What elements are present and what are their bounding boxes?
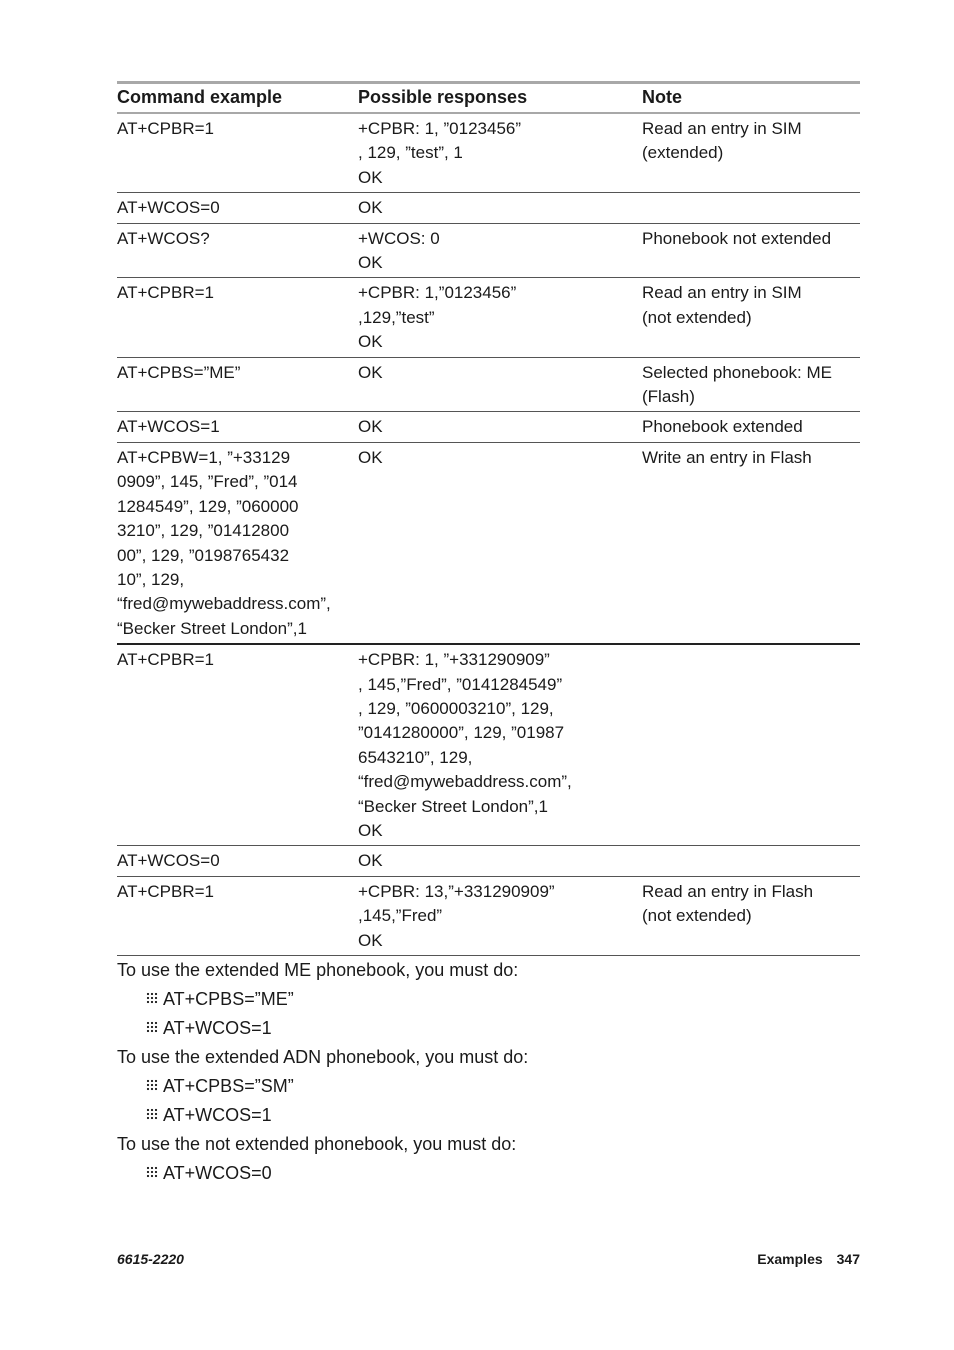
instruction-text: To use the extended ADN phonebook, you must do: (117, 1047, 529, 1067)
command-cell: AT+CPBR=1 (117, 113, 358, 193)
table-row (117, 876, 860, 955)
table-row (117, 223, 860, 278)
page-number: 347 (836, 1251, 860, 1267)
footer-section: Examples (757, 1251, 823, 1267)
note-cell: Phonebook extended (642, 412, 860, 442)
note-cell: Write an entry in Flash (642, 442, 860, 644)
command-cell: AT+WCOS=1 (117, 412, 358, 442)
response-cell: OK (358, 846, 642, 876)
dot-grid-bullet-icon (146, 1079, 158, 1091)
instructions (117, 956, 860, 1188)
response-cell: +CPBR: 1, ”0123456” , 129, ”test”, 1 OK (358, 113, 642, 193)
command-cell: AT+WCOS=0 (117, 193, 358, 223)
table-row (117, 113, 860, 193)
bullet-item (117, 1101, 860, 1130)
command-table (117, 81, 860, 956)
note-cell (642, 644, 860, 846)
command-cell: AT+CPBR=1 (117, 876, 358, 955)
table-row (117, 442, 860, 644)
dot-grid-bullet-icon (146, 1166, 158, 1178)
response-cell: +CPBR: 13,”+331290909” ,145,”Fred” OK (358, 876, 642, 955)
bullet-item (117, 1014, 860, 1043)
note-cell: Phonebook not extended (642, 223, 860, 278)
bullet-text: AT+WCOS=1 (163, 1105, 272, 1125)
header-command: Command example (117, 83, 358, 114)
footer-doc-number: 6615-2220 (117, 1251, 184, 1267)
response-cell: OK (358, 412, 642, 442)
command-cell: AT+WCOS? (117, 223, 358, 278)
dot-grid-bullet-icon (146, 992, 158, 1004)
header-responses: Possible responses (358, 83, 642, 114)
bullet-text: AT+CPBS=”SM” (163, 1076, 294, 1096)
table-row (117, 193, 860, 223)
bullet-item (117, 1072, 860, 1101)
response-cell: OK (358, 357, 642, 412)
table-row (117, 644, 860, 846)
bullet-text: AT+WCOS=0 (163, 1163, 272, 1183)
command-cell: AT+WCOS=0 (117, 846, 358, 876)
table-row (117, 846, 860, 876)
dot-grid-bullet-icon (146, 1021, 158, 1033)
response-cell: +CPBR: 1, ”+331290909” , 145,”Fred”, ”0141284549” , 129, ”0600003210”, 129, ”0141280000”, 129, ”01987 6543210”, 129, “fred@mywebaddress.com”, “Becker Street London”,1 OK (358, 644, 642, 846)
response-cell: +CPBR: 1,”0123456” ,129,”test” OK (358, 278, 642, 357)
instruction-text: To use the extended ME phonebook, you must do: (117, 960, 519, 980)
note-cell: Read an entry in SIM (not extended) (642, 278, 860, 357)
table-header-row (117, 83, 860, 114)
table-row (117, 412, 860, 442)
note-cell: Read an entry in Flash (not extended) (642, 876, 860, 955)
command-cell: AT+CPBR=1 (117, 644, 358, 846)
bullet-text: AT+CPBS=”ME” (163, 989, 294, 1009)
bullet-item (117, 985, 860, 1014)
command-cell: AT+CPBW=1, ”+33129 0909”, 145, ”Fred”, ”014 1284549”, 129, ”060000 3210”, 129, ”01412800 00”, 129, ”0198765432 10”, 129, “fred@mywebaddress.com”, “Becker Street London”,1 (117, 442, 358, 644)
response-cell: OK (358, 442, 642, 644)
bullet-item (117, 1159, 860, 1188)
document-page (117, 81, 860, 1188)
bullet-text: AT+WCOS=1 (163, 1018, 272, 1038)
table-row (117, 278, 860, 357)
header-note: Note (642, 83, 860, 114)
command-cell: AT+CPBS=”ME” (117, 357, 358, 412)
response-cell: OK (358, 193, 642, 223)
table-row (117, 357, 860, 412)
command-cell: AT+CPBR=1 (117, 278, 358, 357)
instruction-text: To use the not extended phonebook, you must do: (117, 1134, 517, 1154)
dot-grid-bullet-icon (146, 1108, 158, 1120)
response-cell: +WCOS: 0 OK (358, 223, 642, 278)
note-cell: Read an entry in SIM (extended) (642, 113, 860, 193)
note-cell: Selected phonebook: ME (Flash) (642, 357, 860, 412)
footer-section-page (757, 1251, 860, 1267)
note-cell (642, 846, 860, 876)
note-cell (642, 193, 860, 223)
